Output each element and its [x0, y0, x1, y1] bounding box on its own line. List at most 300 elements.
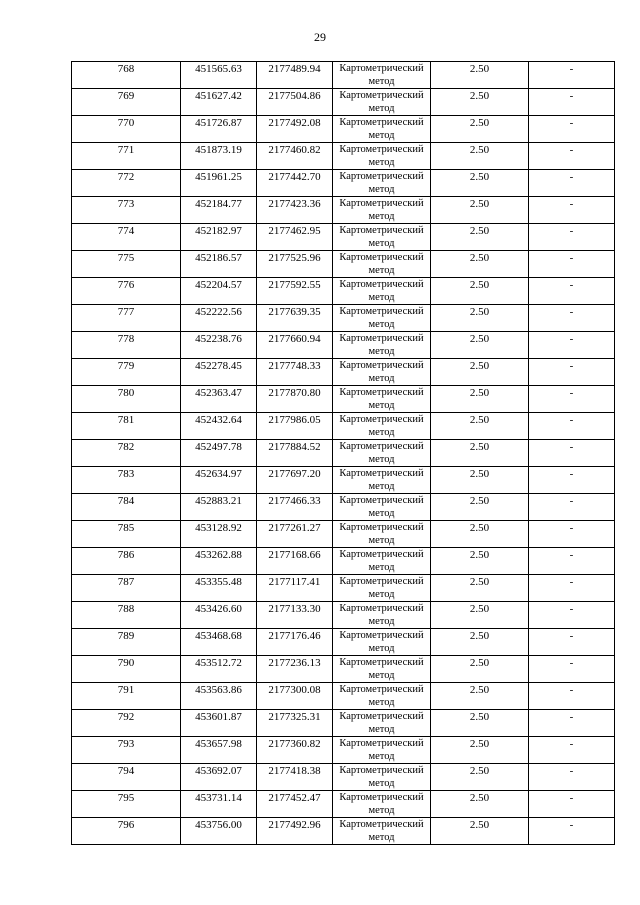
- note-cell-text: -: [569, 252, 574, 264]
- y-coordinate-cell: [257, 89, 333, 116]
- method-cell: [333, 413, 431, 440]
- accuracy-cell-text: 2.50: [469, 441, 490, 453]
- table-row: [72, 197, 615, 224]
- y-coordinate-cell: [257, 224, 333, 251]
- y-coordinate-cell-text: 2177492.08: [268, 117, 321, 129]
- accuracy-cell-text: 2.50: [469, 414, 490, 426]
- x-coordinate-cell: [181, 656, 257, 683]
- x-coordinate-cell-text: 453468.68: [195, 630, 242, 642]
- method-cell-text: Картометрический метод: [339, 117, 424, 141]
- table-row: [72, 89, 615, 116]
- x-coordinate-cell: [181, 548, 257, 575]
- point-number-cell: [72, 170, 181, 197]
- x-coordinate-cell-text: 451565.63: [195, 63, 242, 75]
- accuracy-cell: [431, 224, 529, 251]
- x-coordinate-cell: [181, 737, 257, 764]
- method-cell: [333, 629, 431, 656]
- x-coordinate-cell: [181, 575, 257, 602]
- note-cell: [529, 170, 615, 197]
- x-coordinate-cell: [181, 602, 257, 629]
- point-number-cell: [72, 305, 181, 332]
- note-cell: [529, 710, 615, 737]
- accuracy-cell-text: 2.50: [469, 117, 490, 129]
- note-cell-text: -: [569, 603, 574, 615]
- method-cell-text: Картометрический метод: [339, 792, 424, 816]
- note-cell-text: -: [569, 522, 574, 534]
- x-coordinate-cell-text: 452238.76: [195, 333, 242, 345]
- y-coordinate-cell: [257, 305, 333, 332]
- table-row: [72, 440, 615, 467]
- y-coordinate-cell-text: 2177176.46: [268, 630, 321, 642]
- point-number-cell-text: 786: [117, 549, 135, 561]
- table-row: [72, 143, 615, 170]
- y-coordinate-cell: [257, 386, 333, 413]
- note-cell: [529, 494, 615, 521]
- method-cell-text: Картометрический метод: [339, 603, 424, 627]
- x-coordinate-cell-text: 452497.78: [195, 441, 242, 453]
- table-row: [72, 224, 615, 251]
- table-row: [72, 521, 615, 548]
- method-cell-text: Картометрический метод: [339, 711, 424, 735]
- note-cell-text: -: [569, 684, 574, 696]
- point-number-cell-text: 796: [117, 819, 135, 831]
- table-row: [72, 332, 615, 359]
- x-coordinate-cell: [181, 359, 257, 386]
- page-number: 29: [314, 30, 326, 44]
- x-coordinate-cell-text: 453756.00: [195, 819, 242, 831]
- note-cell-text: -: [569, 306, 574, 318]
- note-cell: [529, 521, 615, 548]
- method-cell: [333, 656, 431, 683]
- note-cell-text: -: [569, 630, 574, 642]
- y-coordinate-cell-text: 2177418.38: [268, 765, 321, 777]
- method-cell-text: Картометрический метод: [339, 630, 424, 654]
- method-cell-text: Картометрический метод: [339, 387, 424, 411]
- method-cell: [333, 116, 431, 143]
- method-cell-text: Картометрический метод: [339, 657, 424, 681]
- note-cell-text: -: [569, 387, 574, 399]
- note-cell-text: -: [569, 711, 574, 723]
- y-coordinate-cell-text: 2177168.66: [268, 549, 321, 561]
- note-cell-text: -: [569, 360, 574, 372]
- method-cell-text: Картометрический метод: [339, 225, 424, 249]
- y-coordinate-cell: [257, 629, 333, 656]
- x-coordinate-cell-text: 452184.77: [195, 198, 242, 210]
- y-coordinate-cell: [257, 332, 333, 359]
- x-coordinate-cell-text: 453512.72: [195, 657, 242, 669]
- accuracy-cell-text: 2.50: [469, 792, 490, 804]
- x-coordinate-cell: [181, 467, 257, 494]
- y-coordinate-cell-text: 2177466.33: [268, 495, 321, 507]
- note-cell: [529, 791, 615, 818]
- accuracy-cell: [431, 386, 529, 413]
- note-cell-text: -: [569, 144, 574, 156]
- y-coordinate-cell-text: 2177660.94: [268, 333, 321, 345]
- point-number-cell-text: 779: [117, 360, 135, 372]
- x-coordinate-cell: [181, 143, 257, 170]
- point-number-cell: [72, 710, 181, 737]
- table-row: [72, 683, 615, 710]
- method-cell-text: Картометрический метод: [339, 738, 424, 762]
- y-coordinate-cell-text: 2177870.80: [268, 387, 321, 399]
- note-cell: [529, 62, 615, 89]
- y-coordinate-cell: [257, 764, 333, 791]
- method-cell-text: Картометрический метод: [339, 414, 424, 438]
- accuracy-cell-text: 2.50: [469, 603, 490, 615]
- x-coordinate-cell: [181, 710, 257, 737]
- accuracy-cell-text: 2.50: [469, 657, 490, 669]
- note-cell: [529, 332, 615, 359]
- accuracy-cell: [431, 521, 529, 548]
- note-cell: [529, 386, 615, 413]
- point-number-cell-text: 790: [117, 657, 135, 669]
- x-coordinate-cell-text: 453601.87: [195, 711, 242, 723]
- note-cell-text: -: [569, 549, 574, 561]
- method-cell-text: Картометрический метод: [339, 144, 424, 168]
- method-cell-text: Картометрический метод: [339, 333, 424, 357]
- accuracy-cell-text: 2.50: [469, 819, 490, 831]
- accuracy-cell-text: 2.50: [469, 549, 490, 561]
- accuracy-cell: [431, 197, 529, 224]
- y-coordinate-cell: [257, 116, 333, 143]
- y-coordinate-cell-text: 2177639.35: [268, 306, 321, 318]
- accuracy-cell: [431, 467, 529, 494]
- note-cell-text: -: [569, 738, 574, 750]
- table-row: [72, 62, 615, 89]
- y-coordinate-cell: [257, 521, 333, 548]
- method-cell: [333, 575, 431, 602]
- accuracy-cell: [431, 278, 529, 305]
- accuracy-cell: [431, 359, 529, 386]
- point-number-cell: [72, 359, 181, 386]
- y-coordinate-cell-text: 2177489.94: [268, 63, 321, 75]
- accuracy-cell-text: 2.50: [469, 252, 490, 264]
- method-cell: [333, 251, 431, 278]
- method-cell: [333, 197, 431, 224]
- table-row: [72, 386, 615, 413]
- table-row: [72, 251, 615, 278]
- accuracy-cell: [431, 332, 529, 359]
- y-coordinate-cell-text: 2177462.95: [268, 225, 321, 237]
- y-coordinate-cell-text: 2177261.27: [268, 522, 321, 534]
- point-number-cell-text: 788: [117, 603, 135, 615]
- accuracy-cell-text: 2.50: [469, 63, 490, 75]
- y-coordinate-cell: [257, 413, 333, 440]
- y-coordinate-cell: [257, 467, 333, 494]
- y-coordinate-cell-text: 2177884.52: [268, 441, 321, 453]
- table-row: [72, 278, 615, 305]
- accuracy-cell: [431, 791, 529, 818]
- x-coordinate-cell: [181, 332, 257, 359]
- y-coordinate-cell: [257, 440, 333, 467]
- point-number-cell: [72, 521, 181, 548]
- y-coordinate-cell: [257, 656, 333, 683]
- point-number-cell: [72, 89, 181, 116]
- note-cell: [529, 143, 615, 170]
- table-row: [72, 575, 615, 602]
- accuracy-cell-text: 2.50: [469, 225, 490, 237]
- accuracy-cell-text: 2.50: [469, 765, 490, 777]
- x-coordinate-cell: [181, 521, 257, 548]
- point-number-cell-text: 775: [117, 252, 135, 264]
- x-coordinate-cell-text: 452182.97: [195, 225, 242, 237]
- table-row: [72, 548, 615, 575]
- note-cell: [529, 278, 615, 305]
- note-cell-text: -: [569, 279, 574, 291]
- method-cell: [333, 440, 431, 467]
- x-coordinate-cell-text: 452278.45: [195, 360, 242, 372]
- point-number-cell: [72, 629, 181, 656]
- x-coordinate-cell: [181, 629, 257, 656]
- accuracy-cell: [431, 116, 529, 143]
- y-coordinate-cell: [257, 791, 333, 818]
- y-coordinate-cell-text: 2177360.82: [268, 738, 321, 750]
- method-cell-text: Картометрический метод: [339, 63, 424, 87]
- accuracy-cell-text: 2.50: [469, 306, 490, 318]
- point-number-cell: [72, 143, 181, 170]
- method-cell: [333, 278, 431, 305]
- x-coordinate-cell: [181, 683, 257, 710]
- accuracy-cell: [431, 62, 529, 89]
- accuracy-cell: [431, 494, 529, 521]
- note-cell: [529, 89, 615, 116]
- method-cell-text: Картометрический метод: [339, 495, 424, 519]
- note-cell-text: -: [569, 819, 574, 831]
- accuracy-cell-text: 2.50: [469, 198, 490, 210]
- y-coordinate-cell-text: 2177117.41: [268, 576, 321, 588]
- note-cell-text: -: [569, 657, 574, 669]
- note-cell-text: -: [569, 576, 574, 588]
- y-coordinate-cell-text: 2177504.86: [268, 90, 321, 102]
- x-coordinate-cell-text: 453657.98: [195, 738, 242, 750]
- method-cell-text: Картометрический метод: [339, 279, 424, 303]
- note-cell: [529, 467, 615, 494]
- table-row: [72, 413, 615, 440]
- accuracy-cell-text: 2.50: [469, 333, 490, 345]
- method-cell: [333, 170, 431, 197]
- table-row: [72, 602, 615, 629]
- point-number-cell-text: 792: [117, 711, 135, 723]
- x-coordinate-cell-text: 452363.47: [195, 387, 242, 399]
- x-coordinate-cell-text: 452222.56: [195, 306, 242, 318]
- method-cell: [333, 386, 431, 413]
- accuracy-cell-text: 2.50: [469, 738, 490, 750]
- accuracy-cell: [431, 413, 529, 440]
- accuracy-cell-text: 2.50: [469, 144, 490, 156]
- note-cell-text: -: [569, 468, 574, 480]
- note-cell-text: -: [569, 441, 574, 453]
- method-cell: [333, 737, 431, 764]
- note-cell-text: -: [569, 117, 574, 129]
- y-coordinate-cell: [257, 494, 333, 521]
- note-cell: [529, 359, 615, 386]
- x-coordinate-cell-text: 453692.07: [195, 765, 242, 777]
- point-number-cell: [72, 656, 181, 683]
- table-row: [72, 305, 615, 332]
- y-coordinate-cell: [257, 62, 333, 89]
- x-coordinate-cell: [181, 440, 257, 467]
- point-number-cell: [72, 818, 181, 845]
- point-number-cell-text: 794: [117, 765, 135, 777]
- table-row: [72, 170, 615, 197]
- method-cell: [333, 818, 431, 845]
- method-cell: [333, 602, 431, 629]
- point-number-cell-text: 772: [117, 171, 135, 183]
- x-coordinate-cell: [181, 197, 257, 224]
- point-number-cell: [72, 602, 181, 629]
- y-coordinate-cell: [257, 548, 333, 575]
- y-coordinate-cell: [257, 575, 333, 602]
- accuracy-cell-text: 2.50: [469, 279, 490, 291]
- accuracy-cell-text: 2.50: [469, 90, 490, 102]
- note-cell: [529, 629, 615, 656]
- y-coordinate-cell-text: 2177133.30: [268, 603, 321, 615]
- method-cell: [333, 521, 431, 548]
- y-coordinate-cell-text: 2177748.33: [268, 360, 321, 372]
- y-coordinate-cell-text: 2177460.82: [268, 144, 321, 156]
- point-number-cell-text: 787: [117, 576, 135, 588]
- x-coordinate-cell: [181, 791, 257, 818]
- y-coordinate-cell: [257, 818, 333, 845]
- y-coordinate-cell: [257, 710, 333, 737]
- x-coordinate-cell-text: 453563.86: [195, 684, 242, 696]
- y-coordinate-cell-text: 2177525.96: [268, 252, 321, 264]
- accuracy-cell-text: 2.50: [469, 630, 490, 642]
- note-cell: [529, 440, 615, 467]
- accuracy-cell: [431, 440, 529, 467]
- y-coordinate-cell-text: 2177442.70: [268, 171, 321, 183]
- point-number-cell-text: 783: [117, 468, 135, 480]
- accuracy-cell: [431, 305, 529, 332]
- y-coordinate-cell-text: 2177697.20: [268, 468, 321, 480]
- point-number-cell: [72, 116, 181, 143]
- x-coordinate-cell: [181, 305, 257, 332]
- x-coordinate-cell-text: 452883.21: [195, 495, 242, 507]
- accuracy-cell: [431, 683, 529, 710]
- note-cell-text: -: [569, 792, 574, 804]
- table-row: [72, 737, 615, 764]
- accuracy-cell-text: 2.50: [469, 522, 490, 534]
- note-cell-text: -: [569, 63, 574, 75]
- accuracy-cell-text: 2.50: [469, 468, 490, 480]
- point-number-cell-text: 785: [117, 522, 135, 534]
- note-cell-text: -: [569, 765, 574, 777]
- note-cell: [529, 764, 615, 791]
- method-cell: [333, 467, 431, 494]
- x-coordinate-cell-text: 451726.87: [195, 117, 242, 129]
- accuracy-cell: [431, 818, 529, 845]
- point-number-cell: [72, 278, 181, 305]
- table-row: [72, 818, 615, 845]
- note-cell: [529, 737, 615, 764]
- point-number-cell-text: 781: [117, 414, 135, 426]
- y-coordinate-cell-text: 2177236.13: [268, 657, 321, 669]
- y-coordinate-cell: [257, 251, 333, 278]
- method-cell: [333, 710, 431, 737]
- method-cell-text: Картометрический метод: [339, 765, 424, 789]
- point-number-cell-text: 784: [117, 495, 135, 507]
- x-coordinate-cell-text: 451961.25: [195, 171, 242, 183]
- point-number-cell: [72, 494, 181, 521]
- accuracy-cell: [431, 89, 529, 116]
- x-coordinate-cell-text: 451873.19: [195, 144, 242, 156]
- y-coordinate-cell: [257, 197, 333, 224]
- note-cell: [529, 575, 615, 602]
- y-coordinate-cell: [257, 143, 333, 170]
- accuracy-cell-text: 2.50: [469, 360, 490, 372]
- method-cell-text: Картометрический метод: [339, 549, 424, 573]
- point-number-cell-text: 773: [117, 198, 135, 210]
- note-cell: [529, 683, 615, 710]
- accuracy-cell-text: 2.50: [469, 711, 490, 723]
- method-cell: [333, 332, 431, 359]
- note-cell: [529, 197, 615, 224]
- x-coordinate-cell: [181, 494, 257, 521]
- point-number-cell: [72, 683, 181, 710]
- table-row: [72, 116, 615, 143]
- y-coordinate-cell: [257, 278, 333, 305]
- method-cell-text: Картометрический метод: [339, 468, 424, 492]
- method-cell-text: Картометрический метод: [339, 684, 424, 708]
- x-coordinate-cell-text: 453731.14: [195, 792, 242, 804]
- accuracy-cell-text: 2.50: [469, 576, 490, 588]
- note-cell-text: -: [569, 495, 574, 507]
- point-number-cell: [72, 467, 181, 494]
- x-coordinate-cell-text: 452432.64: [195, 414, 242, 426]
- x-coordinate-cell-text: 452634.97: [195, 468, 242, 480]
- note-cell: [529, 116, 615, 143]
- y-coordinate-cell-text: 2177986.05: [268, 414, 321, 426]
- x-coordinate-cell: [181, 413, 257, 440]
- point-number-cell: [72, 197, 181, 224]
- method-cell-text: Картометрический метод: [339, 522, 424, 546]
- note-cell: [529, 818, 615, 845]
- y-coordinate-cell: [257, 683, 333, 710]
- point-number-cell: [72, 791, 181, 818]
- point-number-cell: [72, 386, 181, 413]
- x-coordinate-cell-text: 452186.57: [195, 252, 242, 264]
- method-cell-text: Картометрический метод: [339, 306, 424, 330]
- note-cell: [529, 656, 615, 683]
- point-number-cell-text: 795: [117, 792, 135, 804]
- y-coordinate-cell-text: 2177300.08: [268, 684, 321, 696]
- accuracy-cell: [431, 602, 529, 629]
- table-row: [72, 710, 615, 737]
- method-cell: [333, 62, 431, 89]
- point-number-cell: [72, 737, 181, 764]
- point-number-cell-text: 791: [117, 684, 135, 696]
- method-cell: [333, 764, 431, 791]
- accuracy-cell-text: 2.50: [469, 387, 490, 399]
- note-cell: [529, 224, 615, 251]
- accuracy-cell-text: 2.50: [469, 684, 490, 696]
- note-cell: [529, 251, 615, 278]
- x-coordinate-cell: [181, 764, 257, 791]
- method-cell-text: Картометрический метод: [339, 576, 424, 600]
- y-coordinate-cell: [257, 737, 333, 764]
- note-cell-text: -: [569, 90, 574, 102]
- y-coordinate-cell: [257, 602, 333, 629]
- x-coordinate-cell-text: 453262.88: [195, 549, 242, 561]
- point-number-cell-text: 776: [117, 279, 135, 291]
- point-number-cell: [72, 440, 181, 467]
- table-row: [72, 494, 615, 521]
- note-cell-text: -: [569, 171, 574, 183]
- note-cell: [529, 305, 615, 332]
- point-number-cell-text: 777: [117, 306, 135, 318]
- table-row: [72, 764, 615, 791]
- point-number-cell-text: 774: [117, 225, 135, 237]
